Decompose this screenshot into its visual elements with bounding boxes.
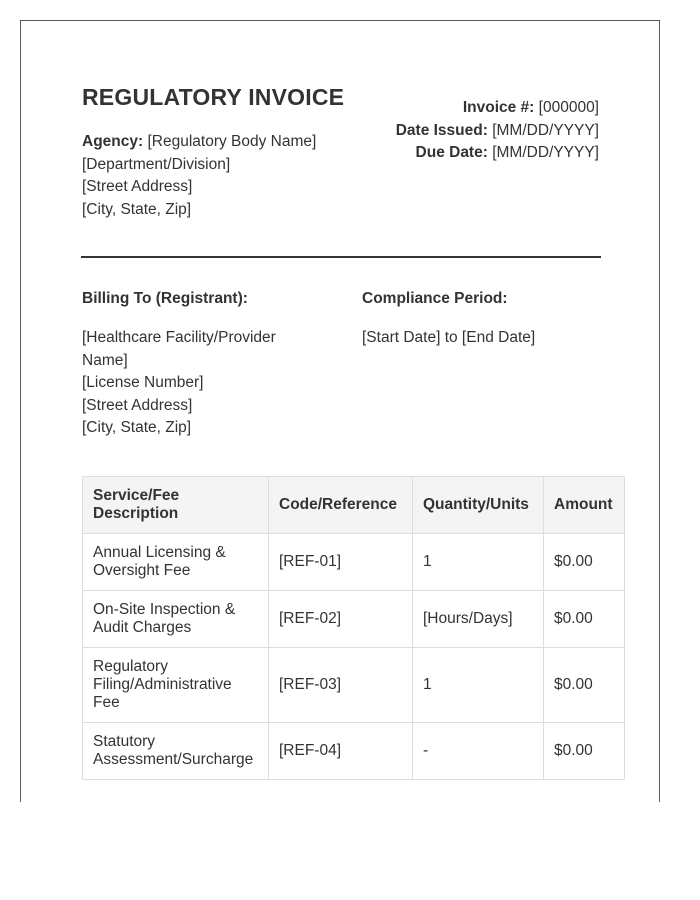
fee-code: [REF-02] bbox=[269, 591, 413, 648]
fee-amount: $0.00 bbox=[544, 723, 625, 780]
due-date-label: Due Date: bbox=[415, 144, 488, 161]
fee-amount: $0.00 bbox=[544, 648, 625, 723]
fees-table bbox=[82, 476, 625, 780]
due-date-line bbox=[396, 142, 599, 165]
header-amount: Amount bbox=[544, 477, 625, 534]
date-issued-label: Date Issued: bbox=[395, 121, 488, 139]
billing-address-block bbox=[82, 327, 322, 440]
header-description: Service/Fee Description bbox=[83, 477, 269, 534]
fee-quantity: - bbox=[413, 723, 544, 780]
fee-description: Statutory Assessment/Surcharge bbox=[83, 723, 269, 780]
agency-name-line bbox=[82, 131, 316, 154]
fee-description: Regulatory Filing/Administrative Fee bbox=[83, 648, 269, 723]
fee-amount: $0.00 bbox=[544, 591, 625, 648]
fee-code: [REF-04] bbox=[269, 723, 413, 780]
compliance-period-value: [Start Date] to [End Date] bbox=[362, 329, 536, 346]
billing-city: [City, State, Zip] bbox=[82, 419, 192, 436]
agency-street: [Street Address] bbox=[82, 178, 193, 195]
fee-description: On-Site Inspection & Audit Charges bbox=[83, 591, 269, 648]
fee-code: [REF-01] bbox=[269, 534, 413, 591]
agency-name: [Regulatory Body Name] bbox=[147, 133, 317, 150]
fee-amount: $0.00 bbox=[544, 534, 625, 591]
fee-description: Annual Licensing & Oversight Fee bbox=[83, 534, 269, 591]
fee-code: [REF-03] bbox=[269, 648, 413, 723]
billing-street: [Street Address] bbox=[82, 396, 193, 414]
header-divider bbox=[81, 256, 601, 258]
agency-label: Agency: bbox=[82, 133, 144, 150]
header-quantity: Quantity/Units bbox=[413, 477, 544, 534]
header-code: Code/Reference bbox=[269, 477, 413, 534]
invoice-number-line bbox=[396, 97, 599, 120]
billing-to-label: Billing To (Registrant): bbox=[82, 290, 248, 307]
date-issued-line bbox=[396, 120, 599, 143]
fee-quantity: [Hours/Days] bbox=[413, 591, 544, 648]
agency-department: [Department/Division] bbox=[82, 155, 231, 173]
invoice-page bbox=[20, 20, 660, 802]
table-row bbox=[83, 591, 625, 648]
due-date: [MM/DD/YYYY] bbox=[492, 144, 599, 161]
table-row bbox=[83, 534, 625, 591]
billing-license-number: [License Number] bbox=[82, 374, 204, 391]
invoice-number-label: Invoice #: bbox=[462, 99, 535, 116]
compliance-period-label: Compliance Period: bbox=[362, 290, 508, 307]
invoice-title: REGULATORY INVOICE bbox=[82, 84, 345, 110]
agency-address-block bbox=[82, 131, 316, 221]
fee-quantity: 1 bbox=[413, 534, 544, 591]
invoice-number: [000000] bbox=[538, 99, 599, 116]
agency-city: [City, State, Zip] bbox=[82, 200, 192, 218]
table-header-row bbox=[83, 477, 625, 534]
invoice-meta-block bbox=[396, 97, 599, 165]
fee-quantity: 1 bbox=[413, 648, 544, 723]
billing-facility-name: [Healthcare Facility/Provider Name] bbox=[82, 329, 276, 369]
table-row bbox=[83, 723, 625, 780]
date-issued: [MM/DD/YYYY] bbox=[492, 121, 599, 139]
table-row bbox=[83, 648, 625, 723]
